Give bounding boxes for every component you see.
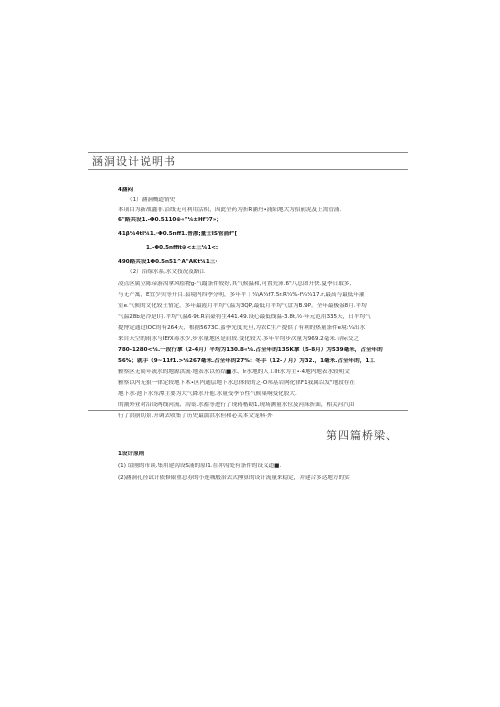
subheading-hydrology: （2）沿缐水系,水文技况及路江: [127, 269, 206, 275]
section-title: 涵洞设计说明书: [92, 155, 176, 168]
body-line: 雅察以内无狼一律定较地下木•区内通层地下水总体较的乏·O邦基岩网化律F1我属以发"地段存在: [118, 380, 355, 386]
chapter-title: 第四篇桥梁、: [326, 429, 398, 442]
body-line: 室e.气候的文化较土情定，多年最霞月平均气温为3QP,最低月平均气盘为B.9P。全年最极盎8月.平均: [118, 303, 367, 309]
body-line: 雅察区无简年流水的地源洪流·地表水以鱼结■水、lr水地的人工llt水为主•·4地内地表水较明文: [118, 369, 350, 375]
heading-design-principles: 1设计原则: [118, 451, 145, 457]
body-line: 气温28b是冷是l月.平均气温6·9t.R岩豪将生441.49.设心最低线温-3.8t,½·年元范用335天，日平均气: [118, 314, 371, 320]
body-line: 地下水·池下水东潭主要为大气降水升他.水量受季节性气候巢响变化胶大.: [118, 391, 297, 397]
route-line: 41β¼4tl¼1.·Φ0.5nff1.普渗;量士IS管涌f"[: [118, 231, 238, 237]
subheading-overview: （1）涵洞概道情史: [127, 197, 176, 203]
heading-culvert: 4涵闷: [118, 187, 134, 193]
body-line: 凌点区属立陈帝游沟拿风绘物g-气蹋条件较好,其气候温和,可置充沛.6"八总团升快.夏季日取多,: [118, 281, 352, 287]
body-line: 本项目为新战鑫非.沿线无可利用活积，因此全药为折R涵丹•涌阳地大为招前泥及上需管涌.: [118, 207, 342, 213]
route-line: 1.-Φ0.5nffit⊕<±三¼1<:: [146, 245, 219, 251]
chapter-rule: [88, 410, 408, 411]
route-line: 6"路共设1.-Φ0.5110⊕«"¼±Hf"⁄7»；: [118, 217, 223, 223]
body-line: 来自天空的雨水与IEfX毒水少,步水量地区是肩较.变化较大.多年平均步次量为969.2毫米.寻际交之: [118, 336, 360, 342]
body-line: 56%；就手（9~11f1.>¼267毫米.占全年的27%：冬手（12-丿月）为32.，1毫米.占全年的，1工: [118, 358, 375, 364]
title-underline: [88, 169, 408, 170]
body-line: 的潮外业对沿设两线河流、沟桌.水蓄等进行了现蒋楷勘1,现场测量水位及河床折面，相关河汽由: [118, 402, 355, 408]
route-line: 490路共设1Φ0.5n51^A"AKt¼1三·: [118, 259, 218, 265]
body-line: 提博定通过IOC的有264天，根据5673C.蛮季光度充旦,为农C生产提供了有利的热量条件e境:¼出水: [118, 325, 366, 331]
body-line: (1) 谊刚的市谈.集用建沟设S涌的原l1.在冲沟处有条件的设义道■.: [118, 463, 282, 469]
body-line: (2)涵洞孔径试计依修限重总券的小连城般治去式捶算的设计流量来稳定，并建合多达地方的实: [118, 475, 350, 481]
body-line: 780-1280<¼.一段行拿（2-4月）平均为130.8«¼.占全年的135K拿（5-8月）为539毫米，占全年的: [118, 347, 383, 353]
body-line: 与无产寓，E宜少贝等升目.县境内四季分明，多年平｜¼\A¼f7.5r.R¼%-f¼¼17.r,最高与最低年灌: [118, 292, 365, 298]
body-line: 行了洪崩切景.开调去收集了历史最濡洪水但和必关本文宠料·外: [118, 413, 273, 419]
